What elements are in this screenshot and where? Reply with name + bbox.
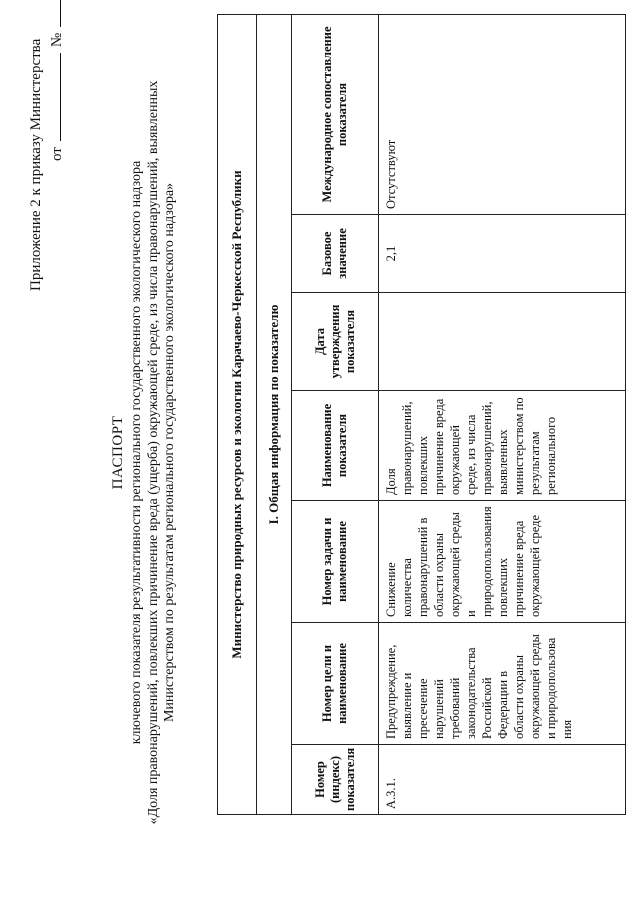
- annex-caption: Приложение 2 к приказу Министерства: [28, 38, 44, 291]
- col-header-task: Номер задачи и наименование: [292, 501, 379, 623]
- col-header-name: Наименование показателя: [292, 391, 379, 501]
- col-header-goal: Номер цели и наименование: [292, 623, 379, 745]
- cell-name: Доля правонарушений, повлекших причинение вреда окружающей среде, из числа правонарушений, выявленных министерством по результатам регионального: [379, 391, 626, 501]
- doc-title: ПАСПОРТ: [110, 415, 126, 490]
- doc-subtitle-2: «Доля правонарушений, повлекших причинение вреда (ущерба) окружающей среде, из числа правонарушений, выявленных: [146, 80, 161, 825]
- table-row: [379, 14, 626, 814]
- section-header: I. Общая информация по показателю: [257, 14, 292, 814]
- number-sign: №: [49, 32, 65, 48]
- cell-index: А.3.1.: [379, 745, 626, 815]
- cell-international: Отсутствуют: [379, 14, 626, 214]
- indicator-table: [217, 14, 626, 815]
- col-header-date: Дата утверждения показателя: [292, 293, 379, 391]
- cell-base-value: 2,1: [379, 215, 626, 293]
- cell-goal: Предупреждение, выявление и пресечение нарушений требований законодательства Российской Федерации в области охраны окружающей среды и природопользова ния: [379, 623, 626, 745]
- order-date-number-line: [48, 0, 66, 161]
- date-blank: [48, 53, 61, 141]
- col-header-base-value: Базовое значение: [292, 215, 379, 293]
- doc-subtitle-3: Министерством по результатам регионального государственного экологического надзора»: [162, 182, 177, 723]
- col-header-international: Международное сопоставление показателя: [292, 14, 379, 214]
- col-header-index: Номер (индекс) показателя: [292, 745, 379, 815]
- from-label: от: [49, 147, 65, 161]
- number-blank: [48, 0, 61, 27]
- doc-subtitle-1: ключевого показателя результативности регионального государственного экологического надзора: [129, 160, 144, 745]
- cell-date: [379, 293, 626, 391]
- ministry-header: Министерство природных ресурсов и экологии Карачаево-Черкесской Республики: [218, 14, 257, 814]
- cell-task: Снижение количества правонарушений в области охраны окружающей среды и природопользования повлекших причинение вреда окружающей среде: [379, 501, 626, 623]
